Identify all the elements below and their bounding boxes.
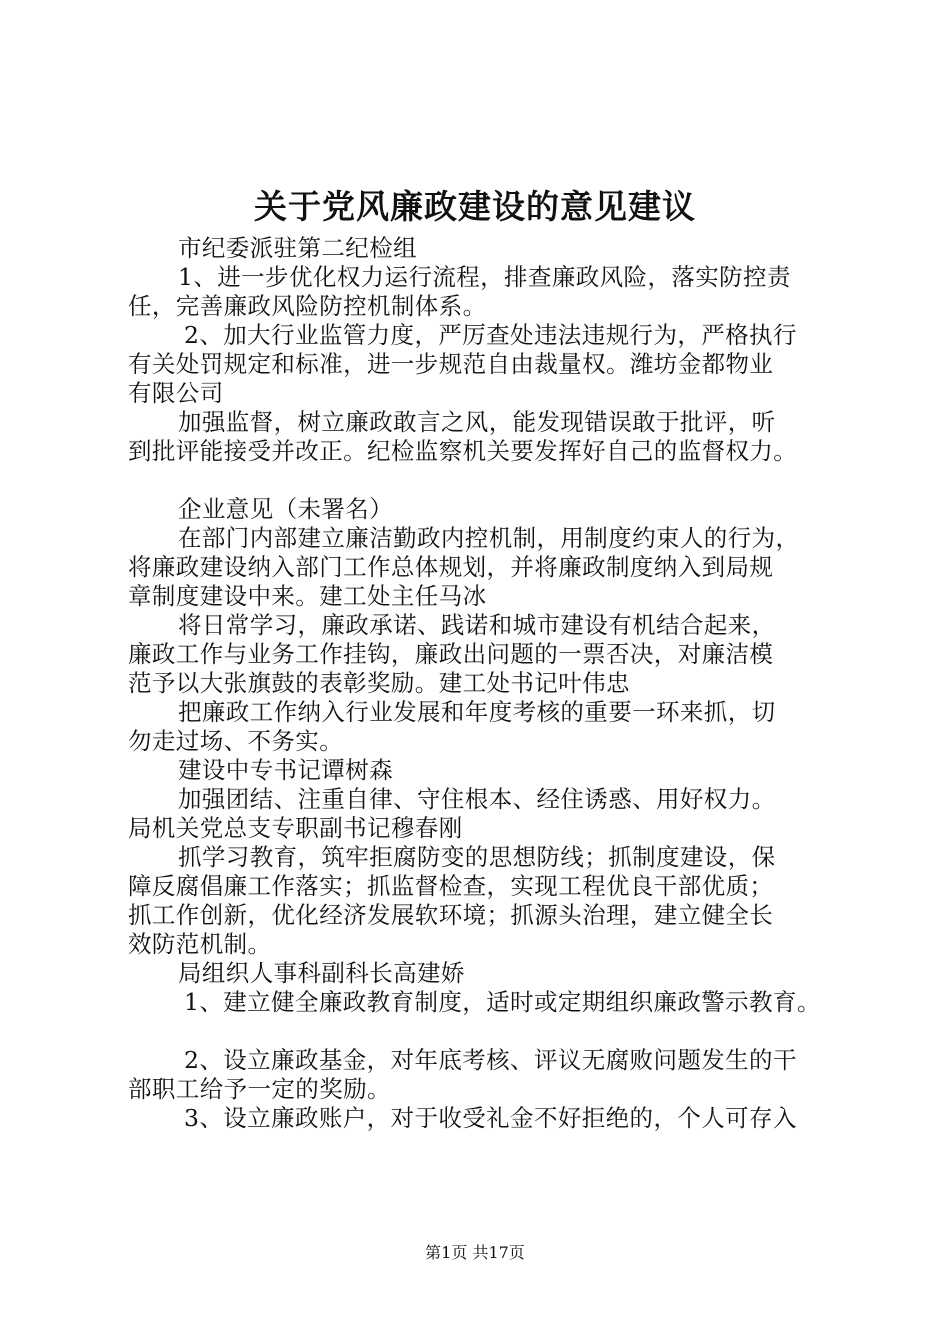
paragraph-line: 抓工作创新，优化经济发展软环境；抓源头治理，建立健全长 <box>128 901 774 929</box>
blank-line <box>128 466 838 495</box>
paragraph-line: 加强监督，树立廉政敢言之风，能发现错误敢于批评，听 <box>178 408 776 436</box>
paragraph-line: 效防范机制。 <box>128 930 272 958</box>
paragraph-line: 2、加大行业监管力度，严厉查处违法违规行为，严格执行 <box>184 321 797 349</box>
paragraph-line: 到批评能接受并改正。纪检监察机关要发挥好自己的监督权力。 <box>128 437 798 465</box>
paragraph-line: 3、设立廉政账户，对于收受礼金不好拒绝的，个人可存入 <box>184 1104 797 1132</box>
blank-line <box>128 1017 838 1046</box>
paragraph-line: 1、进一步优化权力运行流程，排查廉政风险，落实防控责 <box>178 263 791 291</box>
paragraph-line: 抓学习教育，筑牢拒腐防变的思想防线；抓制度建设，保 <box>178 843 776 871</box>
paragraph-line: 有关处罚规定和标准，进一步规范自由裁量权。潍坊金都物业 <box>128 350 774 378</box>
paragraph-line: 将日常学习，廉政承诺、践诺和城市建设有机结合起来， <box>178 611 776 639</box>
paragraph-line: 障反腐倡廉工作落实；抓监督检查，实现工程优良干部优质； <box>128 872 774 900</box>
paragraph-line: 企业意见（未署名） <box>178 495 394 523</box>
paragraph-line: 任，完善廉政风险防控机制体系。 <box>128 292 487 320</box>
paragraph-line: 在部门内部建立廉洁勤政内控机制，用制度约束人的行为， <box>178 524 800 552</box>
paragraph-line: 局组织人事科副科长高建娇 <box>178 959 465 987</box>
page-footer: 第1页 共17页 <box>425 1243 525 1262</box>
paragraph-line: 加强团结、注重自律、守住根本、经住诱惑、用好权力。 <box>178 785 776 813</box>
paragraph-line: 部职工给予一定的奖励。 <box>128 1075 391 1103</box>
paragraph-line: 局机关党总支专职副书记穆春刚 <box>128 814 463 842</box>
paragraph-line: 廉政工作与业务工作挂钩，廉政出问题的一票否决，对廉洁模 <box>128 640 774 668</box>
paragraph-line: 1、建立健全廉政教育制度，适时或定期组织廉政警示教育。 <box>184 988 821 1016</box>
paragraph-line: 建设中专书记谭树森 <box>178 756 394 784</box>
paragraph-line: 将廉政建设纳入部门工作总体规划，并将廉政制度纳入到局规 <box>128 553 774 581</box>
paragraph-line: 市纪委派驻第二纪检组 <box>178 234 417 262</box>
paragraph-line: 勿走过场、不务实。 <box>128 727 344 755</box>
paragraph-line: 范予以大张旗鼓的表彰奖励。建工处书记叶伟忠 <box>128 669 630 697</box>
paragraph-line: 章制度建设中来。建工处主任马冰 <box>128 582 487 610</box>
document-title: 关于党风廉政建设的意见建议 <box>254 187 696 226</box>
document-body <box>128 234 838 1133</box>
paragraph-line: 2、设立廉政基金，对年底考核、评议无腐败问题发生的干 <box>184 1046 797 1074</box>
paragraph-line: 有限公司 <box>128 379 224 407</box>
paragraph-line: 把廉政工作纳入行业发展和年度考核的重要一环来抓，切 <box>178 698 776 726</box>
